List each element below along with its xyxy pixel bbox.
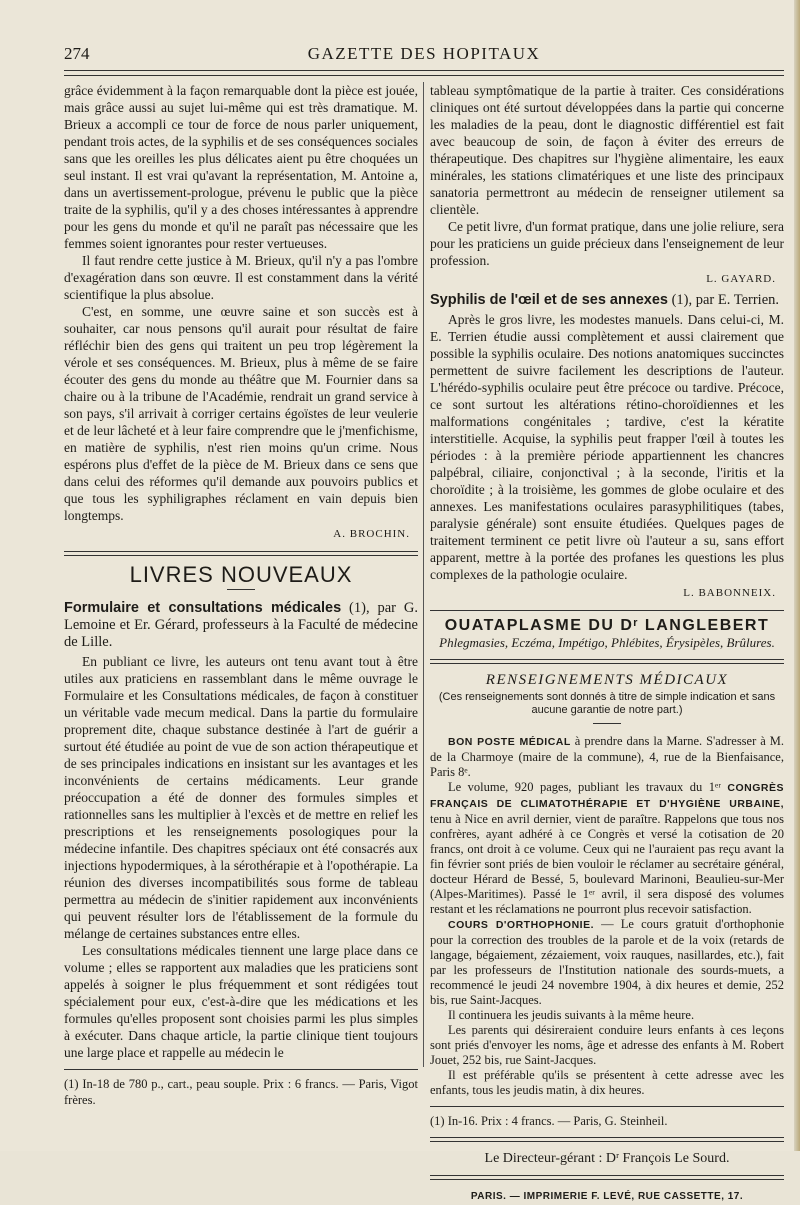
article-paragraph: Il faut rendre cette justice à M. Brieux, qu'il n'y a pas l'ombre d'exagération dans son œuvre. Il est constamment dans la vérité scientifique la plus absolue. [64, 253, 418, 302]
imprint-rule [430, 1175, 784, 1180]
section-divider [593, 723, 621, 724]
section-rule [64, 551, 418, 556]
ad-rule [430, 610, 784, 611]
review-signature: L. BABONNEIX. [683, 587, 776, 599]
review-paragraph: Les consultations médicales tiennent une large place dans ce volume ; elles se rapportent aux maladies que les praticiens sont appelés à soigner le plus fréquemment et sont rédigées tout spécialement pour eux, c'est-à-dire que les médications et les formules qu'elles proposent sont choisies parmi les plus simples à exécuter. Dans chaque article, la partie clinique tient toujours une large place et rappelle au médecin le [64, 943, 418, 1060]
notice-lead: BON POSTE MÉDICAL [448, 736, 571, 748]
advertisement-subtitle: Phlegmasies, Eczéma, Impétigo, Phlébites, Érysipèles, Brûlures. [439, 635, 775, 650]
footnote: (1) In-18 de 780 p., cart., peau souple. Prix : 6 francs. — Paris, Vigot frères. [64, 1077, 418, 1107]
publisher-line: Le Directeur-gérant : Dʳ François Le Sourd. [484, 1151, 730, 1166]
footnote-rule [64, 1069, 418, 1070]
book-byline: (1), par G. Lemoine et Er. Gérard, professeurs à la Faculté de médecine de Lille. [64, 600, 418, 650]
review-paragraph: En publiant ce livre, les auteurs ont tenu avant tout à être utiles aux praticiens en rassemblant dans le même ouvrage le Formulaire et les Consultations médicales, de façon à constituer un véritable vade mecum medical. Dans la partie du formulaire proprement dite, chaque substance destinée à l'art de guérir a surtout été étudiée au point de vue de son action thérapeutique et de ses principales indications en insistant sur les avantages et les inconvénients de certains médicaments. Leur grande préoccupation a été de donner des formules simples et rationnelles sans les multiplier à l'excès et de mettre en relief les prescriptions et les renseignements posologiques pour la médecine infantile. Des chapitres spéciaux ont été consacrés aux injections hypodermiques, à la sérothérapie et à l'opothérapie. La réunion des diverses incompatibilités sous forme de tableau permettra au médecin de s'initier rapidement aux inconvénients qui peuvent résulter lors de l'établissement de la formule du mélange de certaines substances entre elles. [64, 654, 418, 941]
section-note: (Ces renseignements sont donnés à titre de simple indication et sans aucune garantie de notre part.) [438, 691, 776, 716]
notice-paragraph: Les parents qui désireraient conduire leurs enfants à ces leçons sont priés d'envoyer les noms, âge et adresse des enfants à M. Robert Jouet, 252 bis, rue Saint-Jacques. [430, 1023, 784, 1067]
notice-paragraph [430, 917, 784, 1008]
section-divider [227, 589, 255, 590]
review-paragraph: Ce petit livre, d'un format pratique, dans une jolie reliure, sera pour les praticiens un guide précieux dans l'enseignement de leur profession. [430, 219, 784, 268]
footnote: (1) In-16. Prix : 4 francs. — Paris, G. Steinheil. [430, 1114, 668, 1128]
article-paragraph: C'est, en somme, une œuvre saine et son succès est à souhaiter, car nous pensons qu'il aurait pour résultat de faire réfléchir bien des gens qui traitent un peu trop légèrement la vérole et ses conséquences. M. Brieux, plus à même de se faire écouter des gens du monde au théâtre que M. Fournier dans sa chaire ou à la tribune de l'Académie, rendrait un grand service à son pays, s'il arrivait à corriger certains égoïstes de leur veulerie et de leur lâcheté et à leur faire comprendre que le j'menfichisme, en matière de syphilis, n'est rien moins qu'un crime. Nous espérons plus d'effet de la pièce de M. Brieux dans ce sens que dans celui des réformes qu'il demande aux pouvoirs publics et que tous les syphiligraphes réclament en vain depuis bien longtemps. [64, 304, 418, 523]
book-title-text: Syphilis de l'œil et de ses annexes [430, 292, 668, 308]
page-edge [794, 0, 800, 1151]
review-paragraph: tableau symptômatique de la partie à traiter. Ces considérations cliniques ont été surtout développées dans la partie qui concerne les maladies de la peau, dont le diagnostic différentiel est fait avec beaucoup de soin, de façon à éviter des erreurs de thérapeutique. Des chapitres sur l'hygiène alimentaire, les eaux minérales, les stations climatériques et une liste des principaux sanatoria permettront au médecin de renseigner utilement sa clientèle. [430, 83, 784, 217]
article-signature: A. BROCHIN. [333, 528, 410, 540]
page-header [64, 40, 784, 70]
notice-paragraph: Il est préférable qu'ils se présentent à cette adresse avec les enfants, tous les jeudis matin, à dix heures. [430, 1068, 784, 1097]
book-review-title [64, 600, 418, 651]
book-byline: (1), par E. Terrien. [667, 292, 780, 308]
review-paragraph: Après le gros livre, les modestes manuels. Dans celui-ci, M. E. Terrien étudie aussi complètement et aussi clairement que possible la syphilis oculaire. Des notions anatomiques succinctes permettent de suivre facilement les descriptions de l'auteur. L'hérédo-syphilis oculaire peut être précoce ou tardive. Précoce, ce sont surtout les altérations rétino-choroïdiennes et les malformations congénitales ; tardive, c'est la kératite interstitielle. Acquise, la syphilis peut frapper l'œil à toutes les périodes : à la première période appartiennent les chancres palpébral, ciliaire, conjonctival ; à la seconde, l'iritis et la choroïdite ; à la troisième, les gommes de globe oculaire et des annexes. Les manifestations oculaires parasyphilitiques (tabes, paralysie générale) sont ensuite étudiées. Quelques pages de traitement terminent ce petit livre où l'auteur a su, sans effort apparent, mettre à la portée des profanes les questions les plus complexes de la pathologie oculaire. [430, 312, 784, 582]
notice-lead: COURS D'ORTHOPHONIE. [448, 919, 595, 931]
notice-paragraph [430, 734, 784, 780]
imprint-rule [430, 1137, 784, 1142]
notice-paragraph: Il continuera les jeudis suivants à la même heure. [448, 1008, 695, 1022]
advertisement-title: OUATAPLASME DU Dʳ LANGLEBERT [444, 617, 770, 634]
book-title-text: Formulaire et consultations médicales [64, 600, 342, 616]
column-divider [423, 82, 424, 1067]
notice-text: — Le cours gratuit d'orthophonie pour la correction des troubles de la parole et de la voix (retards de langage, bégaiement, zézaiement, voix rauques, nasillardes, etc.), fait par les professeurs de l'Institution nationale des sourds-muets, a recommencé le jeudi 24 novembre 1904, à dix heures et demie, 252 bis, rue Saint-Jacques. [430, 917, 784, 1007]
book-review-title [430, 292, 784, 309]
article-paragraph: grâce évidemment à la façon remarquable dont la pièce est jouée, mais grâce aussi au sujet lui-même qui est très dramatique. M. Brieux a accompli ce tour de force de nous parler uniquement, pendant trois actes, de la syphilis et de ses conséquences sociales sans que les oreilles les plus délicates aient pu être choquées un seul instant. Il est vrai qu'avant la représentation, M. Antoine a, dans un avertissement-prologue, prévenu le public que la pièce traite de la syphilis, qu'il y a des choses intéressantes à apprendre pour les gens du monde et qu'il ne paraît pas nécessaire que les femmes soient ignorantes pour rester vertueuses. [64, 83, 418, 251]
page-number: 274 [64, 44, 90, 63]
printer-line: PARIS. — IMPRIMERIE F. LEVÉ, RUE CASSETTE, 17. [470, 1191, 744, 1202]
notice-text: Le volume, 920 pages, publiant les travaux du 1ᵉʳ [448, 780, 728, 794]
section-title: RENSEIGNEMENTS MÉDICAUX [485, 672, 729, 688]
journal-title: GAZETTE DES HOPITAUX [307, 44, 541, 63]
right-column [430, 82, 784, 1205]
notice-text: à prendre dans la Marne. S'adresser à M. de la Charmoye (maire de la commune), 4, rue de la Bienfaisance, Paris 8ᵉ. [430, 734, 785, 779]
section-title: LIVRES NOUVEAUX [129, 562, 353, 587]
section-rule [430, 659, 784, 664]
left-column [64, 82, 418, 1108]
footnote-rule [430, 1106, 784, 1107]
header-rule [64, 70, 784, 76]
notice-paragraph [430, 780, 784, 917]
notice-text: tenu à Nice en avril dernier, vient de paraître. Rappelons que tous nos confrères, ayant adhéré à ce Congrès et versé la cotisation de 20 francs, ont droit à ce volume. Ceux qui ne l'auraient pas reçu avant la fin février sont priés de bien vouloir le réclamer au secrétaire général, docteur Hérard de Bessé, 5, boulevard Marinoni, Beaulieu-sur-Mer (Alpes-Maritimes). Passé le 1ᵉʳ avril, il sera disposé des volumes restant et les réclamations ne pourront plus recevoir satisfaction. [430, 812, 784, 916]
notice-lead: CONGRÈS FRANÇAIS DE CLIMATOTHÉRAPIE ET D'HYGIÈNE URBAINE, [430, 782, 784, 810]
review-signature: L. GAYARD. [706, 273, 776, 285]
